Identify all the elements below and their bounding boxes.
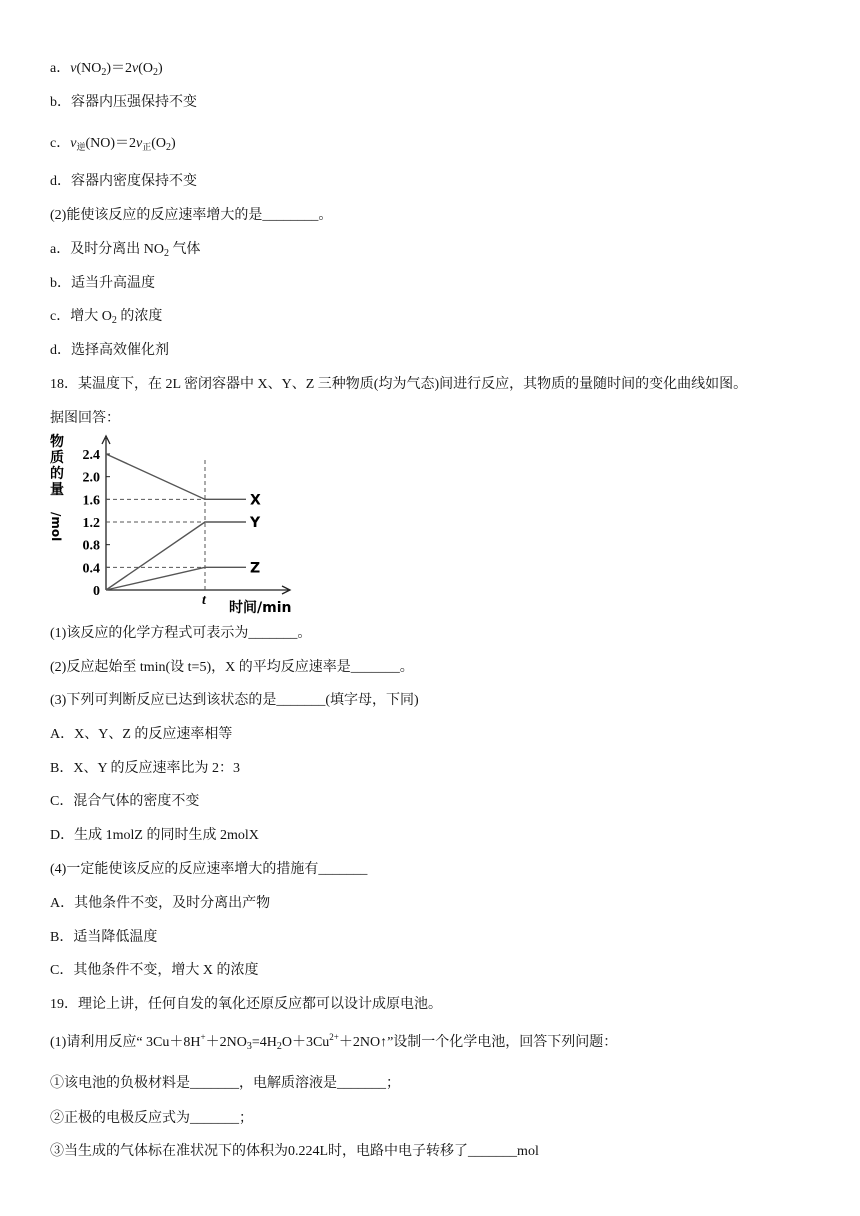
amount-time-chart [44, 430, 304, 616]
question-18: 18．某温度下，在 2L 密闭容器中 X、Y、Z 三种物质(均为气态)间进行反应，其物质的量随时间的变化曲线如图。 [50, 377, 748, 392]
equation-part: (1)请利用反应“ 3Cu＋8H [50, 1035, 201, 1050]
formula-part: ) [171, 136, 176, 151]
option-c-rate [50, 135, 176, 153]
y-ticks [83, 448, 292, 616]
formula-part: ) [158, 61, 163, 76]
option-D-generation: D．生成 1molZ 的同时生成 2molX [50, 828, 259, 843]
question-18-prompt: 据图回答： [50, 411, 120, 426]
y-tick-label: 2.0 [82, 470, 100, 486]
option-b-temperature: b．适当升高温度 [50, 276, 155, 291]
x-tick-label: t [202, 593, 206, 608]
battery-question-3: ③当生成的气体标在准状况下的体积为0.224L时，电路中电子转移了_______mol [50, 1144, 539, 1159]
superscript: 2+ [329, 1032, 339, 1042]
y-tick-label: 0 [93, 584, 100, 599]
superscript: + [200, 1032, 206, 1042]
option-a-remove-no2 [50, 241, 200, 259]
equation-part: ＋2NO [205, 1035, 247, 1050]
formula-part: (O [138, 61, 153, 76]
subscript: 正 [142, 142, 152, 152]
equation-part: ＋2NO↑”设制一个化学电池，回答下列问题： [338, 1035, 618, 1050]
subscript: 2 [166, 142, 172, 153]
option-A-rates-equal: A．X、Y、Z 的反应速率相等 [50, 727, 233, 742]
text-part: 气体 [168, 242, 201, 257]
sub-question-1: (1)该反应的化学方程式可表示为_______。 [50, 626, 312, 641]
y-tick-label: 0.8 [82, 538, 100, 554]
equation-part: =4H [251, 1035, 277, 1050]
v-symbol: v [136, 136, 143, 151]
series-label-z: Z [250, 560, 261, 577]
option-B-rate-ratio: B．X、Y 的反应速率比为 2：3 [50, 761, 241, 776]
battery-question-2: ②正极的电极反应式为_______； [50, 1111, 253, 1126]
subscript: 逆 [76, 142, 86, 152]
formula-part: (NO)＝2 [85, 136, 136, 151]
series-labels [249, 492, 261, 576]
y-tick-label: 1.6 [82, 493, 100, 509]
text-part: c．增大 O [50, 309, 112, 324]
question-2: (2)能使该反应的反应速率增大的是________。 [50, 208, 333, 223]
formula-part: (O [151, 136, 167, 151]
formula-part: )＝2 [106, 61, 132, 76]
subscript: 2 [153, 67, 158, 78]
y-axis-label-char: 物 [50, 434, 64, 450]
series-label-x: X [250, 492, 261, 509]
sub-question-3: (3)下列可判断反应已达到该状态的是_______(填字母，下同) [50, 693, 419, 708]
y-axis-label-group [49, 433, 64, 541]
series-label-y: Y [250, 515, 261, 531]
y-axis-label-char: 量 [50, 482, 64, 498]
label: c． [50, 136, 71, 151]
y-tick-label: 2.4 [82, 448, 100, 463]
option-d-density: d．容器内密度保持不变 [50, 174, 197, 189]
v-symbol: v [70, 136, 77, 151]
formula-part: (NO [76, 61, 102, 76]
sub-question-2: (2)反应起始至 tmin(设 t=5)，X 的平均反应速率是_______。 [50, 660, 414, 675]
y-axis-label-char: 质 [50, 450, 64, 466]
battery-question-1: ①该电池的负极材料是_______，电解质溶液是_______； [50, 1076, 400, 1091]
y-tick-label: 0.4 [82, 561, 100, 577]
label: a． [50, 61, 71, 76]
y-axis-label-char: 的 [50, 466, 64, 482]
reaction-equation-line [50, 1034, 617, 1052]
text-part: a．及时分离出 NO [50, 242, 164, 257]
series-line-x [106, 454, 246, 499]
option-d-catalyst: d．选择高效催化剂 [50, 343, 169, 358]
subscript: 2 [163, 248, 169, 259]
subscript: 3 [246, 1041, 252, 1052]
measure-B: B．适当降低温度 [50, 930, 158, 945]
equation-part: O＋3Cu [281, 1035, 330, 1050]
x-axis-label: 时间/min [229, 600, 292, 616]
series-line-z [106, 567, 246, 590]
question-19: 19．理论上讲，任何自发的氧化还原反应都可以设计成原电池。 [50, 997, 442, 1012]
option-b-pressure: b．容器内压强保持不变 [50, 95, 197, 110]
subscript: 2 [111, 315, 117, 326]
axes [102, 436, 290, 594]
option-a-rate [50, 60, 163, 78]
text-part: 的浓度 [116, 309, 163, 324]
y-tick-label: 1.2 [82, 516, 100, 531]
subscript: 2 [101, 67, 107, 78]
v-symbol: v [70, 61, 77, 76]
subscript: 2 [276, 1041, 282, 1052]
option-C-density: C．混合气体的密度不变 [50, 794, 200, 809]
y-axis-label-unit: /mol [49, 512, 63, 542]
measure-C: C．其他条件不变，增大 X 的浓度 [50, 963, 259, 978]
v-symbol: v [132, 61, 139, 76]
sub-question-4: (4)一定能使该反应的反应速率增大的措施有_______ [50, 862, 368, 877]
measure-A: A．其他条件不变，及时分离出产物 [50, 896, 271, 911]
option-c-o2 [50, 308, 162, 326]
series-line-y [106, 522, 246, 590]
